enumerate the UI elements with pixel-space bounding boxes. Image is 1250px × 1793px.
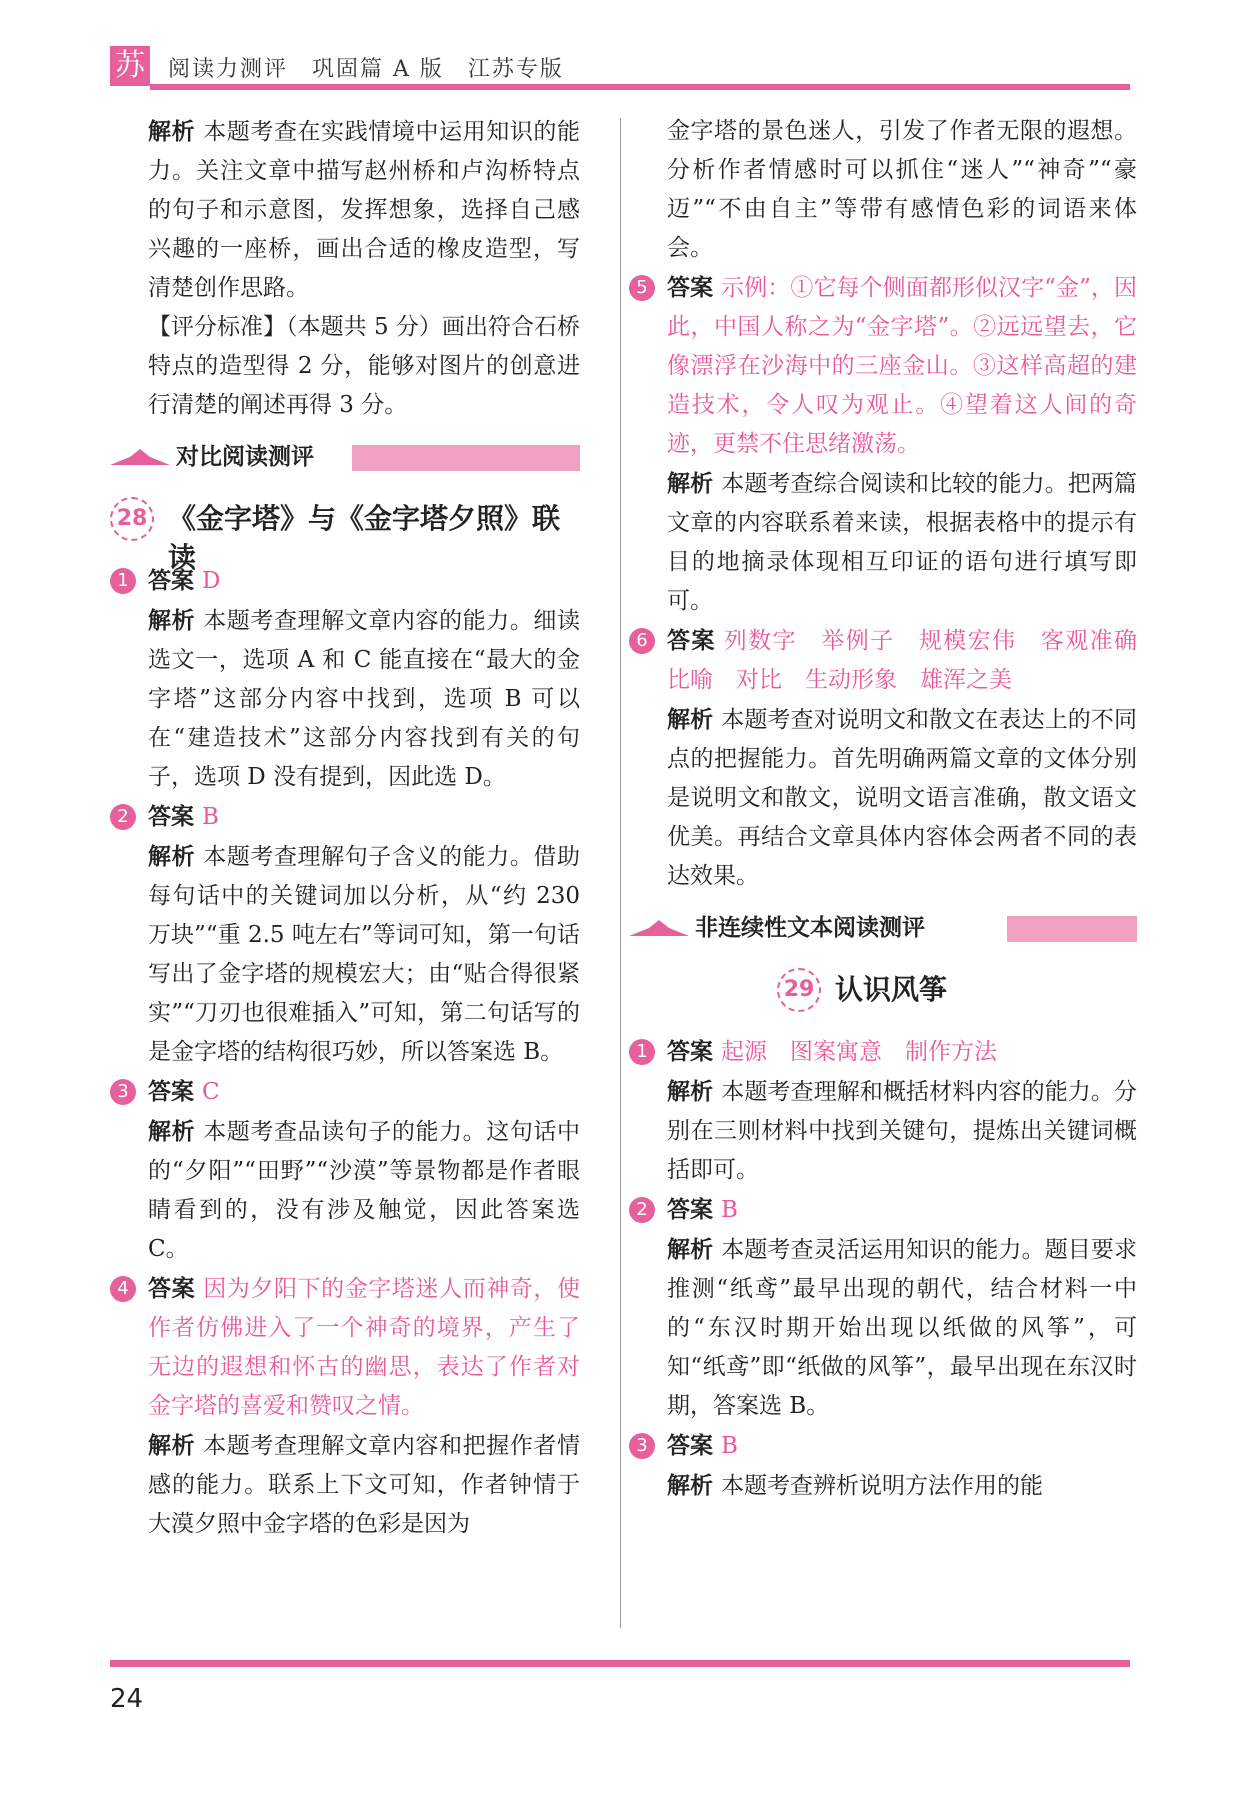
analysis-paragraph: 解析 本题考查品读句子的能力。这句话中的“夕阳”“田野”“沙漠”等景物都是作者眼睛看到的，没有涉及触觉，因此答案选 C。 (148, 1118, 581, 1262)
question-number: 2 (629, 1197, 655, 1223)
column-divider (620, 118, 621, 1628)
section-bar (352, 445, 580, 471)
question-answer: 3 答案 C (110, 1072, 580, 1112)
question-number: 5 (629, 275, 655, 301)
answer-text: B (721, 1433, 738, 1459)
answer-text: B (202, 804, 219, 830)
question-answer: 6 答案 列数字 举例子 规模宏伟 客观准确 比喻 对比 生动形象 雄浑之美 (629, 621, 1137, 700)
scoring-criteria: 【评分标准】（本题共 5 分）画出符合石桥特点的造型得 2 分，能够对图片的创意进行清楚的阐述再得 3 分。 (148, 314, 580, 418)
answer-text: 因为夕阳下的金字塔迷人而神奇，使作者仿佛进入了一个神奇的境界，产生了无边的遐想和怀古的幽思，表达了作者对金字塔的喜爱和赞叹之情。 (148, 1276, 581, 1419)
section-title: 非连续性文本阅读测评 (695, 914, 925, 941)
analysis-paragraph: 解析 本题考查辨析说明方法作用的能 (667, 1472, 1043, 1499)
question-answer: 4 答案 因为夕阳下的金字塔迷人而神奇，使作者仿佛进入了一个神奇的境界，产生了无边的遐想和怀古的幽思，表达了作者对金字塔的喜爱和赞叹之情。 (110, 1269, 580, 1426)
analysis-paragraph: 解析 本题考查灵活运用知识的能力。题目要求推测“纸鸢”最早出现的朝代，结合材料一中的“东汉时期开始出现以纸做的风筝”，可知“纸鸢”即“纸做的风筝”，最早出现在东汉时期，答案选 B。 (667, 1236, 1138, 1419)
analysis-paragraph: 解析 本题考查理解和概括材料内容的能力。分别在三则材料中找到关键句，提炼出关键词概括即可。 (667, 1078, 1138, 1183)
book-title: 阅读力测评 巩固篇 A 版 江苏专版 (168, 57, 564, 82)
footer-rule (110, 1660, 1130, 1667)
question-answer: 1 答案 D (110, 561, 580, 601)
analysis-paragraph: 解析 本题考查理解句子含义的能力。借助每句话中的关键词加以分析，从“约 230 万块”“重 2.5 吨左右”等词可知，第一句话写出了金字塔的规模宏大；由“贴合得很紧实”“刀刃也很难插入”可知，第二句话写的是金字塔的结构很巧妙，所以答案选 B。 (148, 843, 581, 1065)
article-number: 29 (777, 968, 821, 1012)
article-heading (667, 962, 1137, 1020)
question-number: 3 (110, 1079, 136, 1105)
question-answer: 5 答案 示例：①它每个侧面都形似汉字“金”，因此，中国人称之为“金字塔”。②远远望去，它像漂浮在沙海中的三座金山。③这样高超的建造技术，令人叹为观止。④望着这人间的奇迹，更禁不住思绪激荡。 (629, 268, 1137, 464)
answer-text: 列数字 举例子 规模宏伟 客观准确 比喻 对比 生动形象 雄浑之美 (667, 628, 1161, 693)
article-title: 《金字塔》与《金字塔夕照》联读 (168, 502, 561, 574)
question-number: 4 (110, 1276, 136, 1302)
answer-text: C (202, 1079, 220, 1105)
province-badge: 苏 (110, 46, 150, 86)
section-header-noncontinuous (629, 904, 1137, 952)
article-heading (110, 491, 580, 574)
question-number: 6 (629, 628, 655, 654)
header-rule (150, 84, 1130, 90)
question-number: 1 (629, 1039, 655, 1065)
analysis-paragraph: 解析 本题考查在实践情境中运用知识的能力。关注文章中描写赵州桥和卢沟桥特点的句子和示意图，发挥想象，选择自己感兴趣的一座桥，画出合适的橡皮造型，写清楚创作思路。 (148, 118, 581, 301)
answer-text: 起源 图案寓意 制作方法 (721, 1039, 997, 1065)
section-bar (1007, 916, 1137, 942)
question-answer: 1 答案 起源 图案寓意 制作方法 (629, 1032, 1137, 1072)
pagoda-icon (110, 447, 170, 465)
question-answer: 2 答案 B (629, 1190, 1137, 1230)
question-number: 1 (110, 568, 136, 594)
right-column (636, 112, 1161, 1506)
analysis-label: 解析 (148, 118, 196, 145)
question-number: 2 (110, 804, 136, 830)
answer-text: 示例：①它每个侧面都形似汉字“金”，因此，中国人称之为“金字塔”。②远远望去，它像漂浮在沙海中的三座金山。③这样高超的建造技术，令人叹为观止。④望着这人间的奇迹，更禁不住思绪激荡。 (667, 275, 1137, 457)
page-header (110, 46, 1130, 92)
analysis-paragraph: 解析 本题考查理解文章内容和把握作者情感的能力。联系上下文可知，作者钟情于大漠夕照中金字塔的色彩是因为 (148, 1432, 581, 1537)
page-number: 24 (110, 1684, 144, 1714)
question-number: 3 (629, 1433, 655, 1459)
analysis-paragraph: 解析 本题考查对说明文和散文在表达上的不同点的把握能力。首先明确两篇文章的文体分别是说明文和散文，说明文语言准确，散文语文优美。再结合文章具体内容体会两者不同的表达效果。 (667, 706, 1138, 889)
left-column (110, 112, 580, 1544)
analysis-paragraph: 解析 本题考查综合阅读和比较的能力。把两篇文章的内容联系着来读，根据表格中的提示有目的地摘录体现相互印证的语句进行填写即可。 (667, 470, 1138, 614)
answer-text: B (721, 1197, 738, 1223)
question-answer: 3 答案 B (629, 1426, 1137, 1466)
article-title: 认识风筝 (835, 973, 948, 1006)
article-number: 28 (110, 497, 154, 541)
analysis-paragraph: 解析 本题考查理解文章内容的能力。细读选文一，选项 A 和 C 能直接在“最大的金字塔”这部分内容中找到，选项 B 可以在“建造技术”这部分内容找到有关的句子，选项 D 没有提到，因此选 D。 (148, 607, 581, 790)
pagoda-icon (629, 918, 689, 936)
question-answer: 2 答案 B (110, 797, 580, 837)
section-title: 对比阅读测评 (176, 443, 314, 470)
analysis-continuation: 金字塔的景色迷人，引发了作者无限的遐想。分析作者情感时可以抓住“迷人”“神奇”“豪迈”“不由自主”等带有感情色彩的词语来体会。 (667, 118, 1137, 261)
answer-text: D (202, 568, 221, 594)
section-header-comparative (110, 433, 580, 481)
